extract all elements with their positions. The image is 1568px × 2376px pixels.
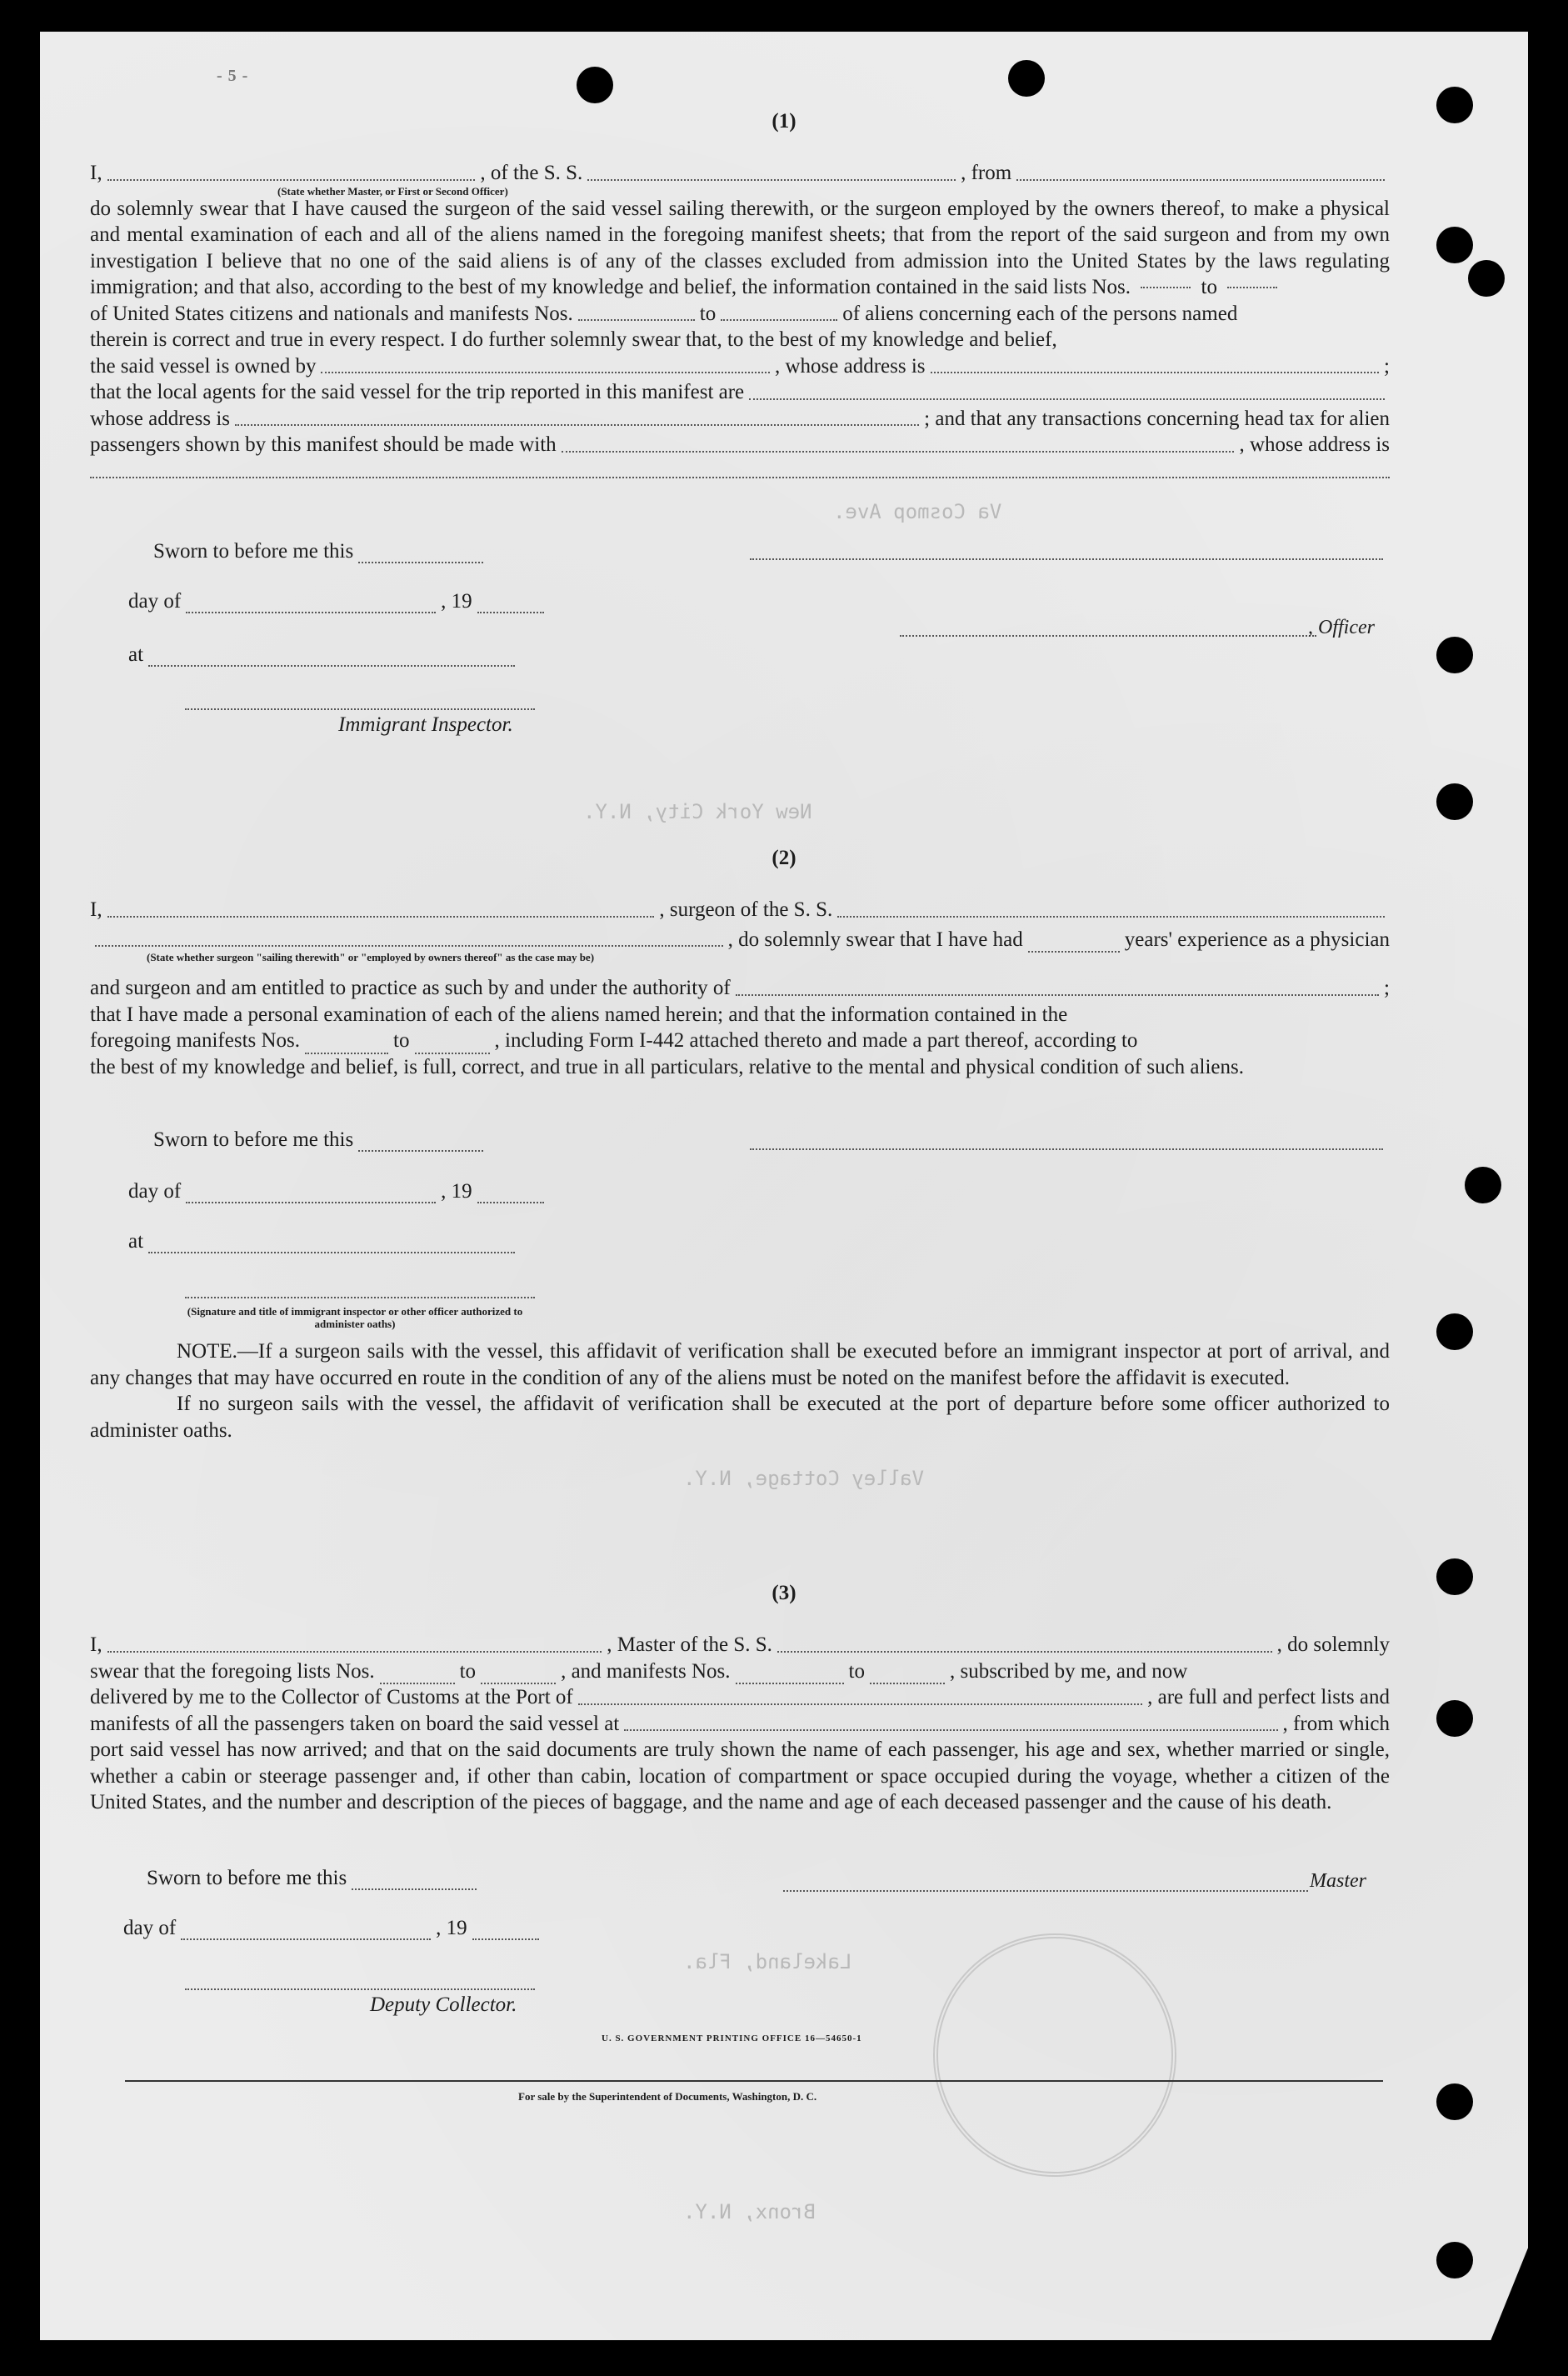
punch-hole [1436,2242,1473,2278]
s3-master-signature-line[interactable] [783,1890,1308,1892]
s2-line-2: , do solemnly swear that I have had years' experience as a physician [90,927,1390,953]
s1-at: at [128,643,520,667]
bleed-through: Lakeland, Fla. [683,1950,852,1973]
s1-officer-label: , Officer [1308,617,1375,638]
years-experience-field[interactable] [1028,950,1120,953]
s1-month-field[interactable] [186,611,436,613]
bleed-through: New York City, N.Y. [583,800,812,823]
list-to-field[interactable] [1227,286,1277,288]
list-from-field[interactable] [1141,286,1191,288]
note-paragraph-2: If no surgeon sails with the vessel, the affidavit of verification shall be executed at the port of departure before some officer authorized to administer oaths. [90,1393,1390,1442]
surgeon-note [90,1338,1390,1443]
s3-manifest-from-field[interactable] [736,1682,844,1684]
head-tax-address-field[interactable] [90,458,1390,478]
s2-year-field[interactable] [477,1201,544,1203]
section-2-number: (2) [772,847,796,869]
section-1-number: (1) [772,110,796,133]
s2-at: at [128,1230,520,1253]
bleed-through: Valley Cottage, N.Y. [683,1467,924,1490]
s3-month-field[interactable] [181,1938,431,1940]
note-paragraph-1: NOTE.—If a surgeon sails with the vessel, this affidavit of verification shall be executed before an immigrant inspector at port of arrival, and any changes that may have occurred en route in the condition of any of the aliens must be noted on the manifest before the affidavit is executed. [90,1340,1390,1389]
punch-hole [577,67,613,103]
s2-surgeon-signature-line[interactable] [750,1148,1383,1150]
agents-field[interactable] [749,398,1385,400]
punch-hole [1436,1313,1473,1350]
sale-notice: For sale by the Superintendent of Documents, Washington, D. C. [518,2090,817,2103]
s3-collector-signature-line[interactable] [185,1988,535,1990]
s2-sworn: Sworn to before me this [153,1128,488,1152]
s1-line-passengers: passengers shown by this manifest should be made with , whose address is [90,433,1390,456]
manifest-to-field[interactable] [721,319,837,321]
officer-name-field[interactable] [107,179,476,181]
s2-paragraph-1: that I have made a personal examination of each of the aliens named herein; and that the information contained in the [90,1003,1068,1026]
s2-officer-signature-line[interactable] [185,1297,535,1298]
punch-hole [1436,783,1473,820]
surgeon-status-field[interactable] [95,945,723,947]
s1-sworn: Sworn to before me this [153,540,488,563]
s2-line-5: foregoing manifests Nos. to , including Form I-442 attached thereto and made a part thereof, according to [90,1028,1390,1054]
s1-line-manifests: of United States citizens and nationals and manifests Nos. to of aliens concerning each of the persons named [90,302,1238,325]
surgeon-caption: (State whether surgeon "sailing therewith" or "employed by owners thereof" as the case may be) [147,951,595,963]
s1-paragraph-2: therein is correct and true in every respect. I do further solemnly swear that, to the best of my knowledge and belief, [90,328,1057,351]
owner-address-field[interactable] [931,372,1380,373]
bleed-through: Bronx, N.Y. [683,2200,816,2223]
s3-deputy-label: Deputy Collector. [370,1993,517,2016]
head-tax-contact-field[interactable] [562,451,1235,453]
vessel-name-field[interactable] [587,179,956,181]
port-field[interactable] [578,1703,1142,1705]
section-3 [90,1632,1390,1816]
s1-inspector-signature-line[interactable] [185,708,535,710]
punch-hole [1436,227,1473,263]
s1-line-owned: the said vessel is owned by , whose address is ; [90,354,1390,378]
master-name-field[interactable] [107,1651,602,1653]
s1-inspector-label: Immigrant Inspector. [338,713,513,736]
s1-line-address: whose address is ; and that any transactions concerning head tax for alien [90,407,1390,430]
s1-day-of: day of , 19 [128,590,549,613]
s3-line-1: I, , Master of the S. S. , do solemnly [90,1633,1391,1656]
s2-signature-caption: (Signature and title of immigrant inspector or other officer authorized to administer oaths) [187,1305,523,1330]
s3-manifest-to-field[interactable] [870,1682,945,1684]
surgeon-name-field[interactable] [107,916,655,918]
footer-rule [125,2080,1383,2082]
punch-hole [1436,2083,1473,2120]
punch-hole [1436,1700,1473,1737]
punch-hole [1468,260,1505,297]
s3-sworn-date-field[interactable] [352,1888,477,1890]
s3-line-4: manifests of all the passengers taken on board the said vessel at , from which [90,1712,1390,1735]
s3-line-2: swear that the foregoing lists Nos. to , and manifests Nos. to , subscribed by me, and now [90,1658,1390,1685]
s1-officer-line[interactable] [900,635,1316,637]
s1-line-agents: that the local agents for the said vessel for the trip reported in this manifest are [90,379,1390,406]
s1-paragraph-1: do solemnly swear that I have caused the surgeon of the said vessel sailing therewith, or the surgeon employed by the owners thereof, to make a physical and mental examination of each and all of the aliens named in the foregoing manifest sheets; that from the report of the said surgeon and from my own investigation I believe that no one of the said aliens is of any of the classes excluded from admission into the United States by the laws regulating immigration; and that also, according to the best of my knowledge and belief, the information contained in the said lists Nos. to [90,197,1390,298]
officer-caption: (State whether Master, or First or Second Officer) [277,184,508,198]
section-1 [90,160,1390,478]
s3-year-field[interactable] [472,1938,539,1940]
s2-at-field[interactable] [148,1251,515,1253]
s1-line-1: I, , of the S. S. , from [90,160,1390,187]
page-number: - 5 - [217,67,249,85]
s3-vessel-field[interactable] [777,1651,1272,1653]
bleed-through: Va Cosmop Ave. [833,500,1002,523]
s1-officer-signature-line[interactable] [750,558,1383,560]
s2-month-field[interactable] [186,1201,436,1203]
s3-line-3: delivered by me to the Collector of Customs at the Port of , are full and perfect lists and [90,1686,1390,1708]
section-2 [90,897,1390,1080]
manifest-from-field[interactable] [578,319,695,321]
s3-master-label: Master [1310,1870,1366,1892]
owner-field[interactable] [321,372,770,373]
s3-day-of: day of , 19 [123,1917,544,1940]
punch-hole [1465,1167,1501,1203]
s1-year-field[interactable] [477,611,544,613]
s3-paragraph: port said vessel has now arrived; and that on the said documents are truly shown the name of each passenger, his age and sex, whether married or single, whether a cabin or steerage passenger and, if other than cabin, location of compartment or space occupied during the voyage, whether a citizen of the United States, and the number and description of the pieces of baggage, and the name and age of each deceased passenger and the cause of his death. [90,1738,1390,1813]
s1-sworn-date-field[interactable] [358,561,483,563]
s2-paragraph-2: the best of my knowledge and belief, is full, correct, and true in all particulars, relative to the mental and physical condition of such aliens. [90,1055,1244,1078]
s2-sworn-date-field[interactable] [358,1149,483,1152]
from-port-field[interactable] [1016,179,1385,181]
authority-field[interactable] [736,994,1379,996]
s3-sworn: Sworn to before me this [147,1867,482,1890]
gpo-imprint: U. S. GOVERNMENT PRINTING OFFICE 16—54650-1 [602,2033,862,2043]
section-3-number: (3) [772,1582,796,1604]
s2-line-1: I, , surgeon of the S. S. [90,897,1390,923]
faint-stamp [933,1933,1176,2177]
s2-day-of: day of , 19 [128,1180,549,1203]
s2-line-3: and surgeon and am entitled to practice as such by and under the authority of ; [90,977,1390,999]
punch-hole [1436,637,1473,673]
punch-hole [1008,60,1045,97]
boarding-port-field[interactable] [624,1729,1277,1731]
agents-address-field[interactable] [235,424,919,426]
s1-at-field[interactable] [148,664,515,667]
s2-vessel-field[interactable] [837,916,1385,918]
